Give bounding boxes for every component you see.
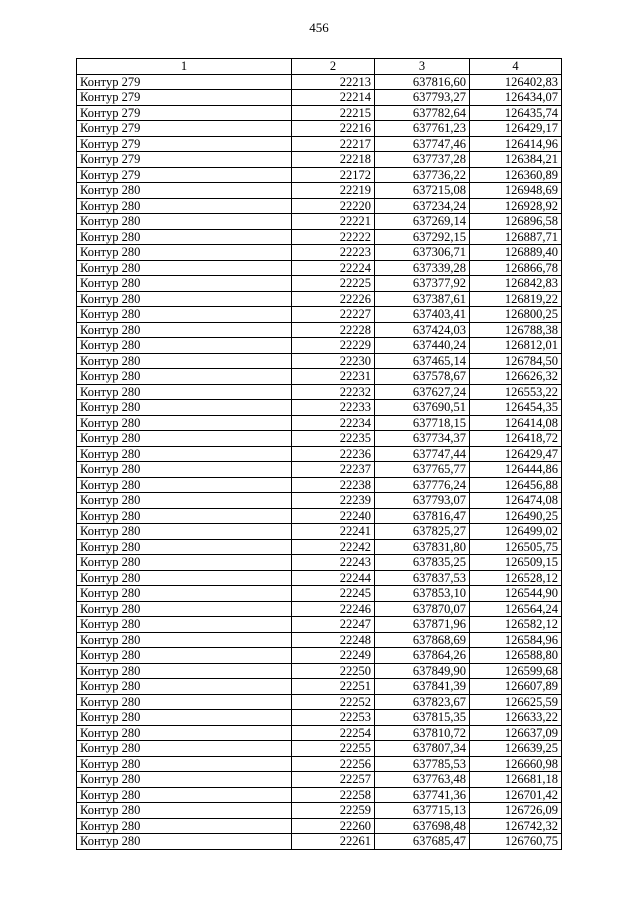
contour-name-cell: Контур 280 xyxy=(77,415,292,431)
x-coordinate-cell: 637734,37 xyxy=(375,431,470,447)
x-coordinate-cell: 637807,34 xyxy=(375,741,470,757)
y-coordinate-cell: 126681,18 xyxy=(470,772,562,788)
point-number-cell: 22220 xyxy=(292,198,375,214)
x-coordinate-cell: 637440,24 xyxy=(375,338,470,354)
contour-name-cell: Контур 280 xyxy=(77,291,292,307)
header-cell: 3 xyxy=(375,59,470,75)
x-coordinate-cell: 637377,92 xyxy=(375,276,470,292)
contour-name-cell: Контур 280 xyxy=(77,493,292,509)
table-row xyxy=(77,446,562,462)
table-row xyxy=(77,121,562,137)
point-number-cell: 22214 xyxy=(292,90,375,106)
contour-name-cell: Контур 279 xyxy=(77,121,292,137)
contour-name-cell: Контур 280 xyxy=(77,245,292,261)
table-row xyxy=(77,648,562,664)
point-number-cell: 22213 xyxy=(292,74,375,90)
point-number-cell: 22253 xyxy=(292,710,375,726)
x-coordinate-cell: 637793,07 xyxy=(375,493,470,509)
header-cell: 2 xyxy=(292,59,375,75)
point-number-cell: 22246 xyxy=(292,601,375,617)
point-number-cell: 22259 xyxy=(292,803,375,819)
x-coordinate-cell: 637761,23 xyxy=(375,121,470,137)
table-row xyxy=(77,415,562,431)
y-coordinate-cell: 126429,17 xyxy=(470,121,562,137)
table-row xyxy=(77,803,562,819)
table-row xyxy=(77,214,562,230)
table-row xyxy=(77,694,562,710)
y-coordinate-cell: 126660,98 xyxy=(470,756,562,772)
y-coordinate-cell: 126819,22 xyxy=(470,291,562,307)
y-coordinate-cell: 126800,25 xyxy=(470,307,562,323)
y-coordinate-cell: 126474,08 xyxy=(470,493,562,509)
y-coordinate-cell: 126948,69 xyxy=(470,183,562,199)
point-number-cell: 22257 xyxy=(292,772,375,788)
table-row xyxy=(77,539,562,555)
point-number-cell: 22247 xyxy=(292,617,375,633)
point-number-cell: 22215 xyxy=(292,105,375,121)
table-body xyxy=(77,59,562,850)
table-row xyxy=(77,617,562,633)
table-row xyxy=(77,260,562,276)
point-number-cell: 22228 xyxy=(292,322,375,338)
point-number-cell: 22226 xyxy=(292,291,375,307)
contour-name-cell: Контур 280 xyxy=(77,214,292,230)
table-row xyxy=(77,105,562,121)
contour-name-cell: Контур 280 xyxy=(77,741,292,757)
y-coordinate-cell: 126454,35 xyxy=(470,400,562,416)
table-row xyxy=(77,229,562,245)
y-coordinate-cell: 126726,09 xyxy=(470,803,562,819)
contour-name-cell: Контур 280 xyxy=(77,648,292,664)
contour-name-cell: Контур 279 xyxy=(77,74,292,90)
point-number-cell: 22233 xyxy=(292,400,375,416)
table-row xyxy=(77,756,562,772)
table-row xyxy=(77,818,562,834)
y-coordinate-cell: 126588,80 xyxy=(470,648,562,664)
y-coordinate-cell: 126889,40 xyxy=(470,245,562,261)
y-coordinate-cell: 126499,02 xyxy=(470,524,562,540)
table-row xyxy=(77,725,562,741)
contour-name-cell: Контур 279 xyxy=(77,167,292,183)
y-coordinate-cell: 126444,86 xyxy=(470,462,562,478)
table-row xyxy=(77,524,562,540)
table-row xyxy=(77,291,562,307)
y-coordinate-cell: 126887,71 xyxy=(470,229,562,245)
contour-name-cell: Контур 280 xyxy=(77,229,292,245)
y-coordinate-cell: 126402,83 xyxy=(470,74,562,90)
contour-name-cell: Контур 280 xyxy=(77,586,292,602)
y-coordinate-cell: 126544,90 xyxy=(470,586,562,602)
x-coordinate-cell: 637785,53 xyxy=(375,756,470,772)
table-row xyxy=(77,338,562,354)
point-number-cell: 22250 xyxy=(292,663,375,679)
y-coordinate-cell: 126812,01 xyxy=(470,338,562,354)
contour-name-cell: Контур 280 xyxy=(77,353,292,369)
point-number-cell: 22230 xyxy=(292,353,375,369)
point-number-cell: 22252 xyxy=(292,694,375,710)
x-coordinate-cell: 637864,26 xyxy=(375,648,470,664)
table-row xyxy=(77,90,562,106)
table-row xyxy=(77,276,562,292)
x-coordinate-cell: 637741,36 xyxy=(375,787,470,803)
y-coordinate-cell: 126742,32 xyxy=(470,818,562,834)
contour-name-cell: Контур 280 xyxy=(77,710,292,726)
y-coordinate-cell: 126360,89 xyxy=(470,167,562,183)
x-coordinate-cell: 637387,61 xyxy=(375,291,470,307)
contour-name-cell: Контур 280 xyxy=(77,338,292,354)
contour-name-cell: Контур 280 xyxy=(77,446,292,462)
contour-name-cell: Контур 280 xyxy=(77,198,292,214)
coordinates-table xyxy=(76,58,562,850)
point-number-cell: 22254 xyxy=(292,725,375,741)
point-number-cell: 22216 xyxy=(292,121,375,137)
x-coordinate-cell: 637825,27 xyxy=(375,524,470,540)
point-number-cell: 22232 xyxy=(292,384,375,400)
table-row xyxy=(77,74,562,90)
x-coordinate-cell: 637424,03 xyxy=(375,322,470,338)
table-row xyxy=(77,245,562,261)
x-coordinate-cell: 637747,44 xyxy=(375,446,470,462)
contour-name-cell: Контур 280 xyxy=(77,183,292,199)
y-coordinate-cell: 126384,21 xyxy=(470,152,562,168)
y-coordinate-cell: 126928,92 xyxy=(470,198,562,214)
x-coordinate-cell: 637810,72 xyxy=(375,725,470,741)
table-row xyxy=(77,787,562,803)
table-row xyxy=(77,710,562,726)
x-coordinate-cell: 637234,24 xyxy=(375,198,470,214)
y-coordinate-cell: 126564,24 xyxy=(470,601,562,617)
point-number-cell: 22245 xyxy=(292,586,375,602)
y-coordinate-cell: 126434,07 xyxy=(470,90,562,106)
y-coordinate-cell: 126599,68 xyxy=(470,663,562,679)
contour-name-cell: Контур 279 xyxy=(77,136,292,152)
y-coordinate-cell: 126637,09 xyxy=(470,725,562,741)
y-coordinate-cell: 126490,25 xyxy=(470,508,562,524)
x-coordinate-cell: 637831,80 xyxy=(375,539,470,555)
contour-name-cell: Контур 280 xyxy=(77,276,292,292)
x-coordinate-cell: 637269,14 xyxy=(375,214,470,230)
contour-name-cell: Контур 280 xyxy=(77,400,292,416)
point-number-cell: 22261 xyxy=(292,834,375,850)
y-coordinate-cell: 126607,89 xyxy=(470,679,562,695)
table-row xyxy=(77,493,562,509)
contour-name-cell: Контур 280 xyxy=(77,322,292,338)
y-coordinate-cell: 126414,96 xyxy=(470,136,562,152)
table-row xyxy=(77,601,562,617)
point-number-cell: 22239 xyxy=(292,493,375,509)
table-row xyxy=(77,477,562,493)
x-coordinate-cell: 637578,67 xyxy=(375,369,470,385)
point-number-cell: 22225 xyxy=(292,276,375,292)
table-row xyxy=(77,198,562,214)
contour-name-cell: Контур 280 xyxy=(77,369,292,385)
point-number-cell: 22231 xyxy=(292,369,375,385)
x-coordinate-cell: 637747,46 xyxy=(375,136,470,152)
contour-name-cell: Контур 280 xyxy=(77,555,292,571)
table-row xyxy=(77,772,562,788)
y-coordinate-cell: 126788,38 xyxy=(470,322,562,338)
point-number-cell: 22251 xyxy=(292,679,375,695)
contour-name-cell: Контур 280 xyxy=(77,694,292,710)
y-coordinate-cell: 126784,50 xyxy=(470,353,562,369)
y-coordinate-cell: 126842,83 xyxy=(470,276,562,292)
x-coordinate-cell: 637871,96 xyxy=(375,617,470,633)
point-number-cell: 22234 xyxy=(292,415,375,431)
point-number-cell: 22256 xyxy=(292,756,375,772)
table-row xyxy=(77,679,562,695)
point-number-cell: 22224 xyxy=(292,260,375,276)
y-coordinate-cell: 126633,22 xyxy=(470,710,562,726)
y-coordinate-cell: 126418,72 xyxy=(470,431,562,447)
x-coordinate-cell: 637737,28 xyxy=(375,152,470,168)
contour-name-cell: Контур 280 xyxy=(77,632,292,648)
table-row xyxy=(77,741,562,757)
x-coordinate-cell: 637715,13 xyxy=(375,803,470,819)
y-coordinate-cell: 126429,47 xyxy=(470,446,562,462)
contour-name-cell: Контур 280 xyxy=(77,772,292,788)
table-row xyxy=(77,369,562,385)
table-row xyxy=(77,462,562,478)
y-coordinate-cell: 126435,74 xyxy=(470,105,562,121)
contour-name-cell: Контур 279 xyxy=(77,105,292,121)
y-coordinate-cell: 126625,59 xyxy=(470,694,562,710)
contour-name-cell: Контур 280 xyxy=(77,663,292,679)
table-row xyxy=(77,663,562,679)
table-row xyxy=(77,555,562,571)
table-header-row xyxy=(77,59,562,75)
y-coordinate-cell: 126896,58 xyxy=(470,214,562,230)
y-coordinate-cell: 126626,32 xyxy=(470,369,562,385)
x-coordinate-cell: 637816,60 xyxy=(375,74,470,90)
point-number-cell: 22219 xyxy=(292,183,375,199)
y-coordinate-cell: 126528,12 xyxy=(470,570,562,586)
y-coordinate-cell: 126584,96 xyxy=(470,632,562,648)
point-number-cell: 22237 xyxy=(292,462,375,478)
y-coordinate-cell: 126866,78 xyxy=(470,260,562,276)
contour-name-cell: Контур 280 xyxy=(77,524,292,540)
table-row xyxy=(77,136,562,152)
table-row xyxy=(77,322,562,338)
point-number-cell: 22229 xyxy=(292,338,375,354)
point-number-cell: 22248 xyxy=(292,632,375,648)
x-coordinate-cell: 637690,51 xyxy=(375,400,470,416)
point-number-cell: 22244 xyxy=(292,570,375,586)
table-row xyxy=(77,586,562,602)
x-coordinate-cell: 637306,71 xyxy=(375,245,470,261)
contour-name-cell: Контур 280 xyxy=(77,803,292,819)
table-row xyxy=(77,570,562,586)
x-coordinate-cell: 637823,67 xyxy=(375,694,470,710)
table-row xyxy=(77,183,562,199)
table-row xyxy=(77,508,562,524)
x-coordinate-cell: 637853,10 xyxy=(375,586,470,602)
table-row xyxy=(77,834,562,850)
point-number-cell: 22227 xyxy=(292,307,375,323)
point-number-cell: 22235 xyxy=(292,431,375,447)
x-coordinate-cell: 637736,22 xyxy=(375,167,470,183)
y-coordinate-cell: 126414,08 xyxy=(470,415,562,431)
x-coordinate-cell: 637339,28 xyxy=(375,260,470,276)
contour-name-cell: Контур 280 xyxy=(77,834,292,850)
x-coordinate-cell: 637627,24 xyxy=(375,384,470,400)
x-coordinate-cell: 637782,64 xyxy=(375,105,470,121)
y-coordinate-cell: 126701,42 xyxy=(470,787,562,803)
x-coordinate-cell: 637698,48 xyxy=(375,818,470,834)
y-coordinate-cell: 126456,88 xyxy=(470,477,562,493)
x-coordinate-cell: 637465,14 xyxy=(375,353,470,369)
x-coordinate-cell: 637718,15 xyxy=(375,415,470,431)
x-coordinate-cell: 637765,77 xyxy=(375,462,470,478)
point-number-cell: 22222 xyxy=(292,229,375,245)
contour-name-cell: Контур 280 xyxy=(77,601,292,617)
contour-name-cell: Контур 280 xyxy=(77,462,292,478)
y-coordinate-cell: 126639,25 xyxy=(470,741,562,757)
x-coordinate-cell: 637816,47 xyxy=(375,508,470,524)
point-number-cell: 22242 xyxy=(292,539,375,555)
x-coordinate-cell: 637292,15 xyxy=(375,229,470,245)
table-row xyxy=(77,632,562,648)
y-coordinate-cell: 126505,75 xyxy=(470,539,562,555)
contour-name-cell: Контур 280 xyxy=(77,756,292,772)
contour-name-cell: Контур 280 xyxy=(77,508,292,524)
table-row xyxy=(77,353,562,369)
contour-name-cell: Контур 280 xyxy=(77,725,292,741)
contour-name-cell: Контур 280 xyxy=(77,307,292,323)
point-number-cell: 22241 xyxy=(292,524,375,540)
x-coordinate-cell: 637793,27 xyxy=(375,90,470,106)
table-row xyxy=(77,431,562,447)
contour-name-cell: Контур 280 xyxy=(77,679,292,695)
point-number-cell: 22249 xyxy=(292,648,375,664)
y-coordinate-cell: 126582,12 xyxy=(470,617,562,633)
table-row xyxy=(77,167,562,183)
point-number-cell: 22172 xyxy=(292,167,375,183)
header-cell: 4 xyxy=(470,59,562,75)
x-coordinate-cell: 637215,08 xyxy=(375,183,470,199)
contour-name-cell: Контур 280 xyxy=(77,617,292,633)
contour-name-cell: Контур 280 xyxy=(77,384,292,400)
table-row xyxy=(77,152,562,168)
point-number-cell: 22236 xyxy=(292,446,375,462)
x-coordinate-cell: 637841,39 xyxy=(375,679,470,695)
x-coordinate-cell: 637776,24 xyxy=(375,477,470,493)
x-coordinate-cell: 637868,69 xyxy=(375,632,470,648)
contour-name-cell: Контур 280 xyxy=(77,787,292,803)
contour-name-cell: Контур 280 xyxy=(77,431,292,447)
point-number-cell: 22255 xyxy=(292,741,375,757)
x-coordinate-cell: 637815,35 xyxy=(375,710,470,726)
y-coordinate-cell: 126553,22 xyxy=(470,384,562,400)
x-coordinate-cell: 637403,41 xyxy=(375,307,470,323)
y-coordinate-cell: 126509,15 xyxy=(470,555,562,571)
contour-name-cell: Контур 279 xyxy=(77,152,292,168)
contour-name-cell: Контур 280 xyxy=(77,818,292,834)
contour-name-cell: Контур 280 xyxy=(77,260,292,276)
contour-name-cell: Контур 280 xyxy=(77,539,292,555)
point-number-cell: 22260 xyxy=(292,818,375,834)
point-number-cell: 22243 xyxy=(292,555,375,571)
point-number-cell: 22258 xyxy=(292,787,375,803)
x-coordinate-cell: 637835,25 xyxy=(375,555,470,571)
contour-name-cell: Контур 279 xyxy=(77,90,292,106)
y-coordinate-cell: 126760,75 xyxy=(470,834,562,850)
contour-name-cell: Контур 280 xyxy=(77,477,292,493)
header-cell: 1 xyxy=(77,59,292,75)
page-number: 456 xyxy=(309,20,329,35)
table-row xyxy=(77,384,562,400)
point-number-cell: 22240 xyxy=(292,508,375,524)
point-number-cell: 22223 xyxy=(292,245,375,261)
point-number-cell: 22221 xyxy=(292,214,375,230)
table-row xyxy=(77,400,562,416)
point-number-cell: 22217 xyxy=(292,136,375,152)
x-coordinate-cell: 637870,07 xyxy=(375,601,470,617)
x-coordinate-cell: 637685,47 xyxy=(375,834,470,850)
point-number-cell: 22238 xyxy=(292,477,375,493)
point-number-cell: 22218 xyxy=(292,152,375,168)
contour-name-cell: Контур 280 xyxy=(77,570,292,586)
x-coordinate-cell: 637849,90 xyxy=(375,663,470,679)
x-coordinate-cell: 637763,48 xyxy=(375,772,470,788)
table-row xyxy=(77,307,562,323)
x-coordinate-cell: 637837,53 xyxy=(375,570,470,586)
